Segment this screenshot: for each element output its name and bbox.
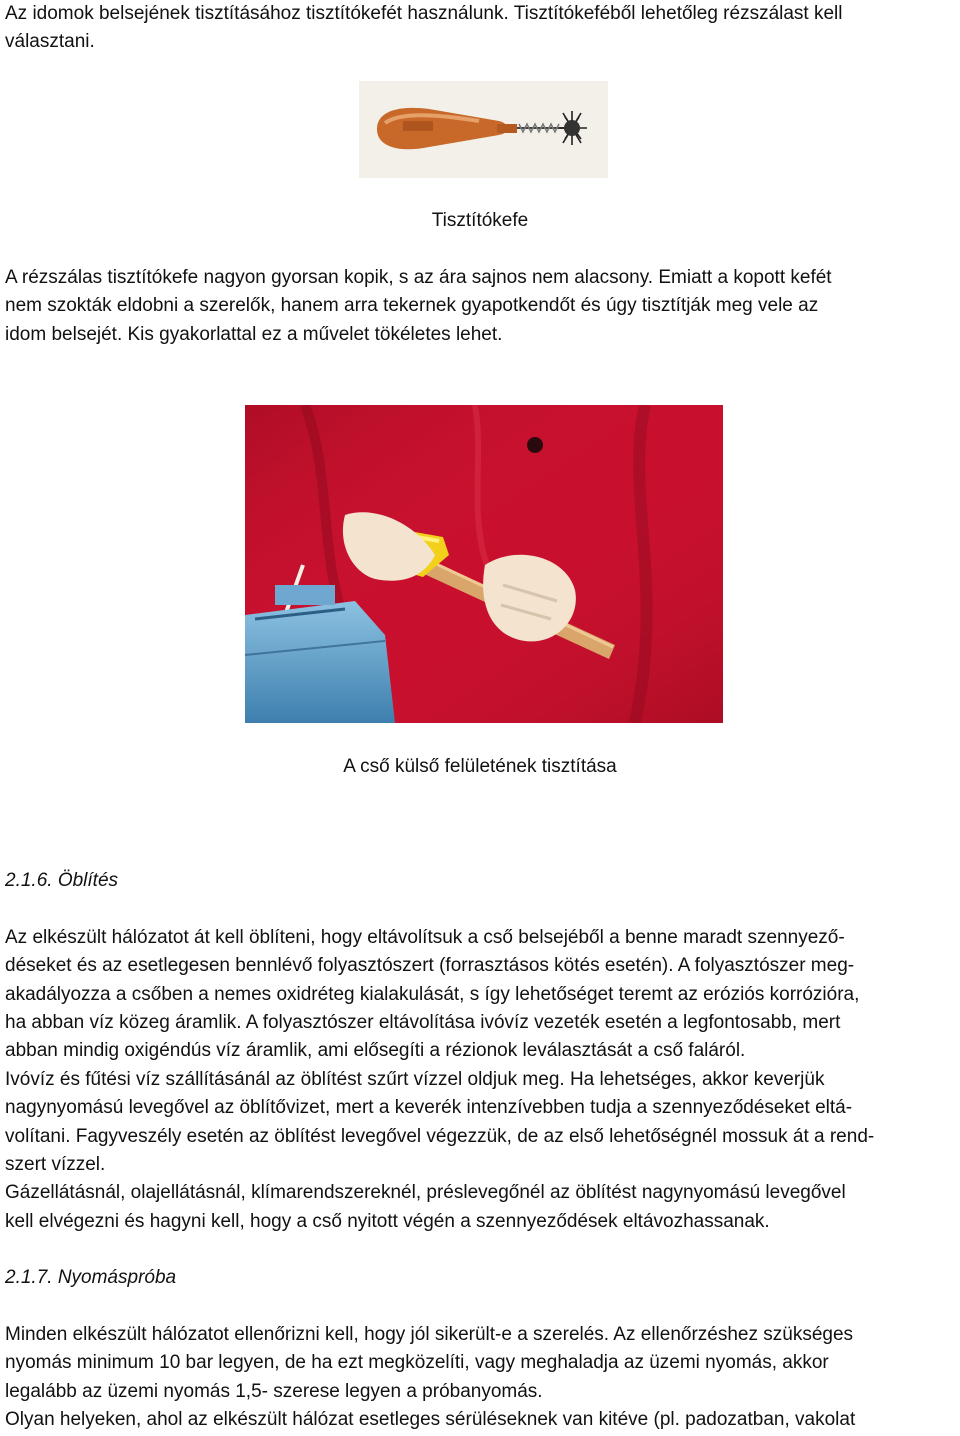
- section-217-line-4: Olyan helyeken, ahol az elkészült hálózat esetleges sérüléseknek van kitéve (pl. padozatban, vakolat: [5, 1409, 856, 1430]
- section-217-line-1: Minden elkészült hálózatot ellenőrizni kell, hogy jól sikerült-e a szerelés. Az ellenőrzéshez szükséges: [5, 1324, 854, 1345]
- intro-line-1: Az idomok belsejének tisztításához tisztítókefét használunk. Tisztítókeféből lehetőleg rézszálast kell: [5, 3, 843, 24]
- para2-line-2: nem szokták eldobni a szerelők, hanem arra tekernek gyapotkendőt és úgy tisztítják meg vele az: [5, 295, 819, 316]
- section-216-line-4: ha abban víz közeg áramlik. A folyasztószer eltávolítása ivóvíz vezeték esetén a legfontosabb, mert: [5, 1012, 841, 1033]
- section-216-line-3: akadályozza a csőben a nemes oxidréteg kialakulását, s így lehetőséget teremt az eróziós korrózióra,: [5, 984, 860, 1005]
- brush-image: [359, 81, 608, 178]
- section-216-line-5: abban mindig oxigéndús víz áramlik, ami elősegíti a rézionok leválasztását a cső faláról.: [5, 1040, 746, 1061]
- section-216-line-2: déseket és az esetlegesen bennlévő folyasztószert (forrasztásos kötés esetén). A folyasztószer meg-: [5, 955, 855, 976]
- section-217-line-2: nyomás minimum 10 bar legyen, de ha ezt megközelíti, vagy meghaladja az üzemi nyomás, akkor: [5, 1352, 829, 1373]
- section-217-heading: 2.1.7. Nyomáspróba: [5, 1267, 177, 1288]
- section-216-line-11: kell elvégezni és hagyni kell, hogy a cső nyitott végén a szennyeződések eltávozhassanak.: [5, 1211, 770, 1232]
- pipe-cleaning-photo: [245, 405, 723, 723]
- section-216-line-9: szert vízzel.: [5, 1154, 106, 1175]
- section-216-line-7: nagynyomású levegővel az öblítővizet, mert a keverék intenzívebben tudja a szennyeződéseket eltá-: [5, 1097, 853, 1118]
- section-216-line-6: Ivóvíz és fűtési víz szállításánál az öblítést szűrt vízzel oldjuk meg. Ha lehetséges, akkor keverjük: [5, 1069, 825, 1090]
- para2-line-1: A rézszálas tisztítókefe nagyon gyorsan kopik, s az ára sajnos nem alacsony. Emiatt a kopott kefét: [5, 267, 832, 288]
- figure2-caption: A cső külső felületének tisztítása: [343, 756, 617, 777]
- section-216-line-1: Az elkészült hálózatot át kell öblíteni, hogy eltávolítsuk a cső belsejéből a benne maradt szennyező-: [5, 927, 845, 948]
- section-216-heading: 2.1.6. Öblítés: [5, 870, 119, 891]
- section-217-line-3: legalább az üzemi nyomás 1,5- szerese legyen a próbanyomás.: [5, 1381, 543, 1402]
- figure1-caption: Tisztítókefe: [431, 210, 529, 231]
- para2-line-3: idom belsejét. Kis gyakorlattal ez a művelet tökéletes lehet.: [5, 324, 503, 345]
- intro-line-2: választani.: [5, 31, 95, 52]
- section-216-line-8: volítani. Fagyveszély esetén az öblítést levegővel végezzük, de az első lehetőségnél mossuk át a rend-: [5, 1126, 875, 1147]
- section-216-line-10: Gázellátásnál, olajellátásnál, klímarendszereknél, préslevegőnél az öblítést nagynyomású levegővel: [5, 1182, 846, 1203]
